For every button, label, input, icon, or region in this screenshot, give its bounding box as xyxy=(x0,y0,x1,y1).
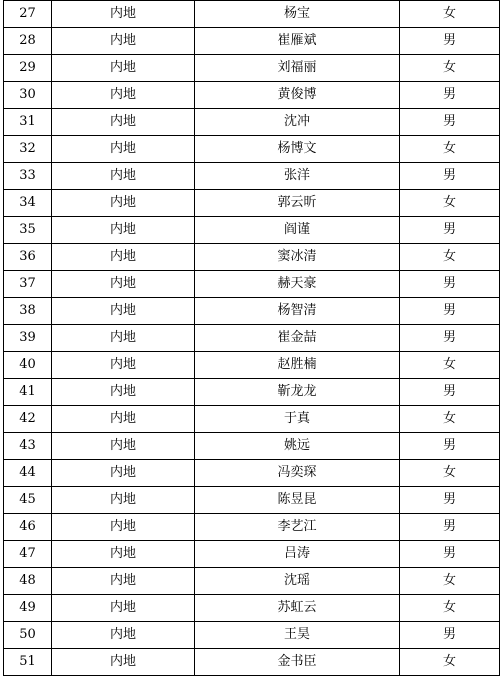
table-row xyxy=(4,190,500,217)
gender-cell: 男 xyxy=(400,217,500,244)
name-cell: 黄俊博 xyxy=(195,82,400,109)
row-number-cell: 33 xyxy=(4,163,52,190)
table-row xyxy=(4,622,500,649)
row-number-cell: 44 xyxy=(4,460,52,487)
name-cell: 姚远 xyxy=(195,433,400,460)
region-cell: 内地 xyxy=(52,541,195,568)
row-number-cell: 28 xyxy=(4,28,52,55)
gender-cell: 女 xyxy=(400,460,500,487)
row-number-cell: 40 xyxy=(4,352,52,379)
region-cell: 内地 xyxy=(52,55,195,82)
row-number-cell: 41 xyxy=(4,379,52,406)
row-number-cell: 32 xyxy=(4,136,52,163)
region-cell: 内地 xyxy=(52,217,195,244)
gender-cell: 男 xyxy=(400,163,500,190)
region-cell: 内地 xyxy=(52,28,195,55)
table-row xyxy=(4,460,500,487)
table-row xyxy=(4,541,500,568)
gender-cell: 女 xyxy=(400,1,500,28)
roster-table-body xyxy=(4,1,500,676)
name-cell: 杨博文 xyxy=(195,136,400,163)
row-number-cell: 45 xyxy=(4,487,52,514)
gender-cell: 男 xyxy=(400,541,500,568)
name-cell: 赫天豪 xyxy=(195,271,400,298)
row-number-cell: 29 xyxy=(4,55,52,82)
gender-cell: 男 xyxy=(400,622,500,649)
table-row xyxy=(4,433,500,460)
gender-cell: 男 xyxy=(400,109,500,136)
table-row xyxy=(4,244,500,271)
row-number-cell: 31 xyxy=(4,109,52,136)
table-row xyxy=(4,1,500,28)
table-row xyxy=(4,109,500,136)
region-cell: 内地 xyxy=(52,622,195,649)
name-cell: 沈瑶 xyxy=(195,568,400,595)
gender-cell: 男 xyxy=(400,487,500,514)
row-number-cell: 47 xyxy=(4,541,52,568)
region-cell: 内地 xyxy=(52,352,195,379)
table-row xyxy=(4,163,500,190)
name-cell: 崔金喆 xyxy=(195,325,400,352)
gender-cell: 女 xyxy=(400,244,500,271)
region-cell: 内地 xyxy=(52,1,195,28)
table-row xyxy=(4,514,500,541)
name-cell: 陈昱昆 xyxy=(195,487,400,514)
region-cell: 内地 xyxy=(52,514,195,541)
table-row xyxy=(4,379,500,406)
gender-cell: 男 xyxy=(400,271,500,298)
gender-cell: 男 xyxy=(400,433,500,460)
row-number-cell: 42 xyxy=(4,406,52,433)
row-number-cell: 43 xyxy=(4,433,52,460)
region-cell: 内地 xyxy=(52,649,195,676)
region-cell: 内地 xyxy=(52,406,195,433)
table-row xyxy=(4,568,500,595)
gender-cell: 女 xyxy=(400,55,500,82)
gender-cell: 女 xyxy=(400,352,500,379)
table-row xyxy=(4,487,500,514)
row-number-cell: 27 xyxy=(4,1,52,28)
region-cell: 内地 xyxy=(52,595,195,622)
row-number-cell: 30 xyxy=(4,82,52,109)
name-cell: 赵胜楠 xyxy=(195,352,400,379)
row-number-cell: 34 xyxy=(4,190,52,217)
region-cell: 内地 xyxy=(52,487,195,514)
name-cell: 窦冰清 xyxy=(195,244,400,271)
region-cell: 内地 xyxy=(52,460,195,487)
gender-cell: 女 xyxy=(400,190,500,217)
region-cell: 内地 xyxy=(52,271,195,298)
row-number-cell: 35 xyxy=(4,217,52,244)
gender-cell: 女 xyxy=(400,406,500,433)
table-row xyxy=(4,271,500,298)
table-row xyxy=(4,136,500,163)
row-number-cell: 49 xyxy=(4,595,52,622)
region-cell: 内地 xyxy=(52,325,195,352)
row-number-cell: 38 xyxy=(4,298,52,325)
gender-cell: 男 xyxy=(400,298,500,325)
name-cell: 冯奕琛 xyxy=(195,460,400,487)
name-cell: 金书臣 xyxy=(195,649,400,676)
row-number-cell: 39 xyxy=(4,325,52,352)
table-row xyxy=(4,352,500,379)
gender-cell: 男 xyxy=(400,82,500,109)
table-row xyxy=(4,217,500,244)
gender-cell: 男 xyxy=(400,379,500,406)
row-number-cell: 51 xyxy=(4,649,52,676)
roster-table xyxy=(3,0,500,676)
name-cell: 刘福丽 xyxy=(195,55,400,82)
row-number-cell: 50 xyxy=(4,622,52,649)
table-row xyxy=(4,595,500,622)
name-cell: 张洋 xyxy=(195,163,400,190)
gender-cell: 女 xyxy=(400,568,500,595)
table-row xyxy=(4,82,500,109)
name-cell: 吕涛 xyxy=(195,541,400,568)
gender-cell: 男 xyxy=(400,28,500,55)
region-cell: 内地 xyxy=(52,163,195,190)
region-cell: 内地 xyxy=(52,190,195,217)
name-cell: 杨智清 xyxy=(195,298,400,325)
name-cell: 崔雁斌 xyxy=(195,28,400,55)
name-cell: 王昊 xyxy=(195,622,400,649)
region-cell: 内地 xyxy=(52,136,195,163)
table-row xyxy=(4,406,500,433)
table-row xyxy=(4,28,500,55)
table-row xyxy=(4,55,500,82)
name-cell: 郭云昕 xyxy=(195,190,400,217)
name-cell: 沈冲 xyxy=(195,109,400,136)
name-cell: 苏虹云 xyxy=(195,595,400,622)
gender-cell: 女 xyxy=(400,649,500,676)
region-cell: 内地 xyxy=(52,379,195,406)
gender-cell: 男 xyxy=(400,325,500,352)
row-number-cell: 37 xyxy=(4,271,52,298)
row-number-cell: 46 xyxy=(4,514,52,541)
name-cell: 靳龙龙 xyxy=(195,379,400,406)
table-row xyxy=(4,649,500,676)
gender-cell: 男 xyxy=(400,514,500,541)
region-cell: 内地 xyxy=(52,298,195,325)
region-cell: 内地 xyxy=(52,433,195,460)
table-row xyxy=(4,298,500,325)
row-number-cell: 36 xyxy=(4,244,52,271)
name-cell: 杨宝 xyxy=(195,1,400,28)
region-cell: 内地 xyxy=(52,244,195,271)
name-cell: 于真 xyxy=(195,406,400,433)
row-number-cell: 48 xyxy=(4,568,52,595)
gender-cell: 女 xyxy=(400,595,500,622)
region-cell: 内地 xyxy=(52,568,195,595)
gender-cell: 女 xyxy=(400,136,500,163)
region-cell: 内地 xyxy=(52,82,195,109)
region-cell: 内地 xyxy=(52,109,195,136)
name-cell: 李艺江 xyxy=(195,514,400,541)
name-cell: 阎谨 xyxy=(195,217,400,244)
table-row xyxy=(4,325,500,352)
